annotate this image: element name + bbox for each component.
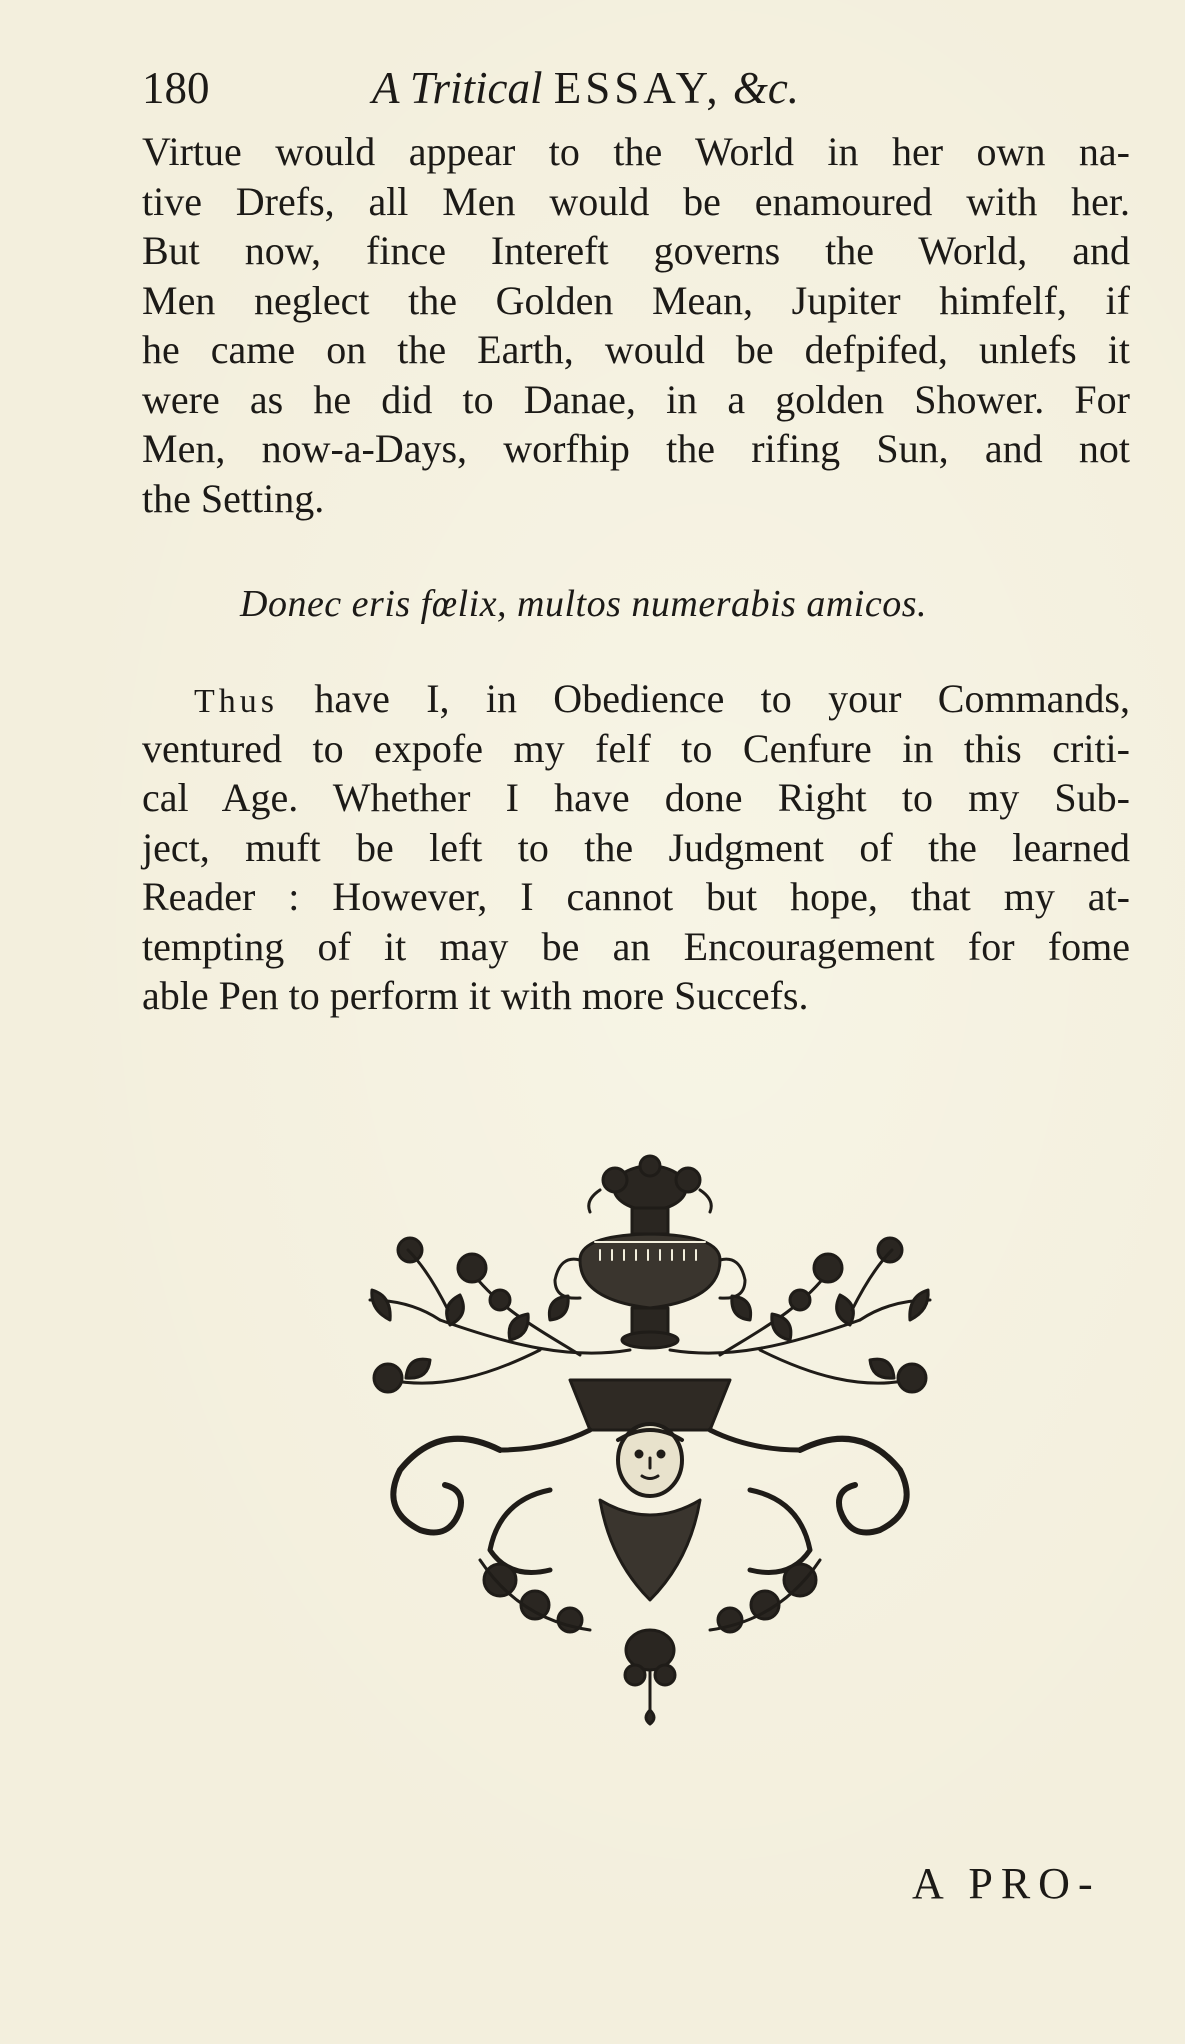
running-head-caps: ESSAY, xyxy=(553,63,722,113)
running-head-end: &c. xyxy=(732,63,800,113)
urn-cup xyxy=(555,1234,745,1348)
urn-with-foliage-tailpiece-icon xyxy=(350,1150,950,1730)
top-bouquet xyxy=(589,1156,712,1234)
bottom-pendant xyxy=(625,1630,675,1724)
running-head xyxy=(372,62,799,114)
text-line-rest: have I, in Obedience to your Commands, xyxy=(314,676,1130,721)
text-line: ventured to expofe my felf to Cenfure in this criti- xyxy=(142,725,1130,771)
text-line: were as he did to Danae, in a golden Shower. For xyxy=(142,376,1130,422)
central-cartouche xyxy=(393,1380,906,1600)
text-line: Reader : However, I cannot but hope, that my at- xyxy=(142,874,1130,919)
paragraph-lead-word: Thus xyxy=(194,683,278,720)
text-line: he came on the Earth, would be defpifed, unlefs it xyxy=(142,327,1130,372)
text-line: the Setting. xyxy=(142,475,325,521)
text-line: Men neglect the Golden Mean, Jupiter himfelf, if xyxy=(142,277,1130,323)
page-number: 180 xyxy=(142,63,210,113)
text-line: But now, fince Intereft governs the World, and xyxy=(142,228,1130,273)
paragraph-2 xyxy=(142,674,1130,1021)
text-line: ject, muft be left to the Judgment of the learned xyxy=(142,824,1130,870)
text-line xyxy=(142,674,1130,724)
catchword: A PRO- xyxy=(912,1859,1101,1908)
text-line: Virtue would appear to the World in her own na- xyxy=(142,129,1130,174)
text-line: Men, now-a-Days, worfhip the rifing Sun, and not xyxy=(142,426,1130,471)
page-header xyxy=(142,62,942,118)
text-line: tive Drefs, all Men would be enamoured with her. xyxy=(142,178,1130,224)
text-line: tempting of it may be an Encouragement for fome xyxy=(142,923,1130,969)
latin-quotation: Donec eris fœlix, multos numerabis amicos. xyxy=(240,583,928,625)
text-line: able Pen to perform it with more Succefs. xyxy=(142,973,809,1018)
running-head-italic: A Tritical xyxy=(372,63,543,113)
text-line: cal Age. Whether I have done Right to my Sub- xyxy=(142,775,1130,820)
paragraph-1 xyxy=(142,127,1130,523)
